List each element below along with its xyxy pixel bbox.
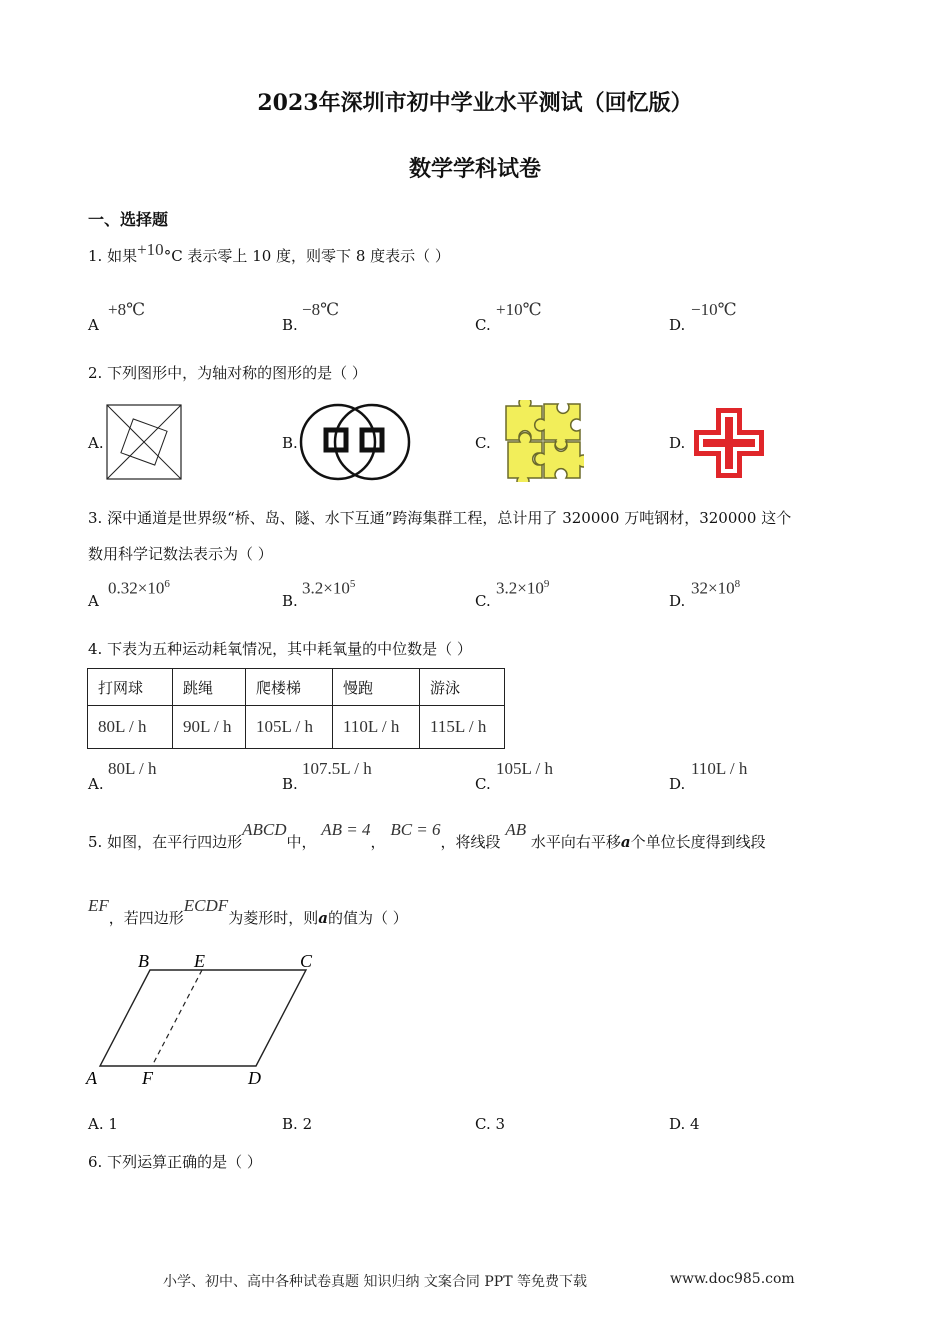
table-value-row — [88, 706, 505, 749]
q4-option-c-label: C. — [475, 775, 491, 793]
q4-option-a-value: 80L / h — [108, 759, 157, 778]
q3-option-d-value: $32\times 10^8$ — [691, 578, 741, 598]
q1-option-d-value: −10℃ — [691, 300, 737, 319]
q3-option-b-label: B. — [282, 592, 298, 610]
question-3-line1: 3. 深中通道是世界级“桥、岛、隧、水下互通”跨海集群工程，总计用了 320000 万吨钢材，320000 这个 — [88, 509, 792, 527]
q3-option-d-label: D. — [669, 592, 686, 610]
q2-option-c-label: C. — [475, 434, 491, 452]
coins-icon — [298, 402, 412, 482]
q4-option-d-label: D. — [669, 775, 686, 793]
question-5-line1: 5. 如图，在平行四边形ABCD中， AB = 4， BC = 6，将线段 AB 水平向右平移a个单位长度得到线段 — [88, 820, 766, 851]
oxygen-table — [87, 668, 505, 749]
table-header-cell: 爬楼梯 — [246, 669, 333, 706]
footer-text: 小学、初中、高中各种试卷真题 知识归纳 文案合同 PPT 等免费下载 — [163, 1274, 587, 1290]
q5-option-c: C. 3 — [475, 1115, 506, 1133]
q1-option-b-label: B. — [282, 316, 298, 334]
q3-option-a-label: A — [88, 592, 99, 610]
table-header-cell: 打网球 — [88, 669, 173, 706]
label-c: C — [300, 951, 313, 971]
q5-option-d: D. 4 — [669, 1115, 700, 1133]
q3-option-c-label: C. — [475, 592, 491, 610]
table-value-cell: 80L / h — [88, 706, 173, 749]
q4-option-c-value: 105L / h — [496, 759, 553, 778]
q1-option-a-value: +8℃ — [108, 300, 146, 319]
q1-option-d-label: D. — [669, 316, 686, 334]
label-f: F — [142, 1068, 153, 1088]
q1-option-c-value: +10℃ — [496, 300, 542, 319]
red-cross-icon — [690, 404, 768, 482]
q4-option-d-value: 110L / h — [691, 759, 748, 778]
question-6-stem: 6. 下列运算正确的是（ ） — [88, 1153, 262, 1171]
question-2-stem: 2. 下列图形中，为轴对称的图形的是（ ） — [88, 364, 367, 382]
question-1-stem — [88, 240, 450, 266]
footer-url[interactable]: www.doc985.com — [670, 1271, 795, 1287]
table-value-cell: 115L / h — [420, 706, 505, 749]
table-header-cell: 游泳 — [420, 669, 505, 706]
page-title: 2023年深圳市初中学业水平测试（回忆版） — [257, 90, 693, 116]
table-value-cell: 105L / h — [246, 706, 333, 749]
table-value-cell: 110L / h — [333, 706, 420, 749]
q2-option-d-label: D. — [669, 434, 686, 452]
pinwheel-square-icon — [106, 404, 182, 480]
segment-ef — [152, 970, 202, 1066]
table-value-cell: 90L / h — [173, 706, 246, 749]
question-1-math: +10 — [137, 240, 164, 259]
parallelogram-abcd — [100, 970, 306, 1066]
q1-option-c-label: C. — [475, 316, 491, 334]
q1-option-b-value: −8℃ — [302, 300, 340, 319]
q4-option-b-value: 107.5L / h — [302, 759, 372, 778]
question-1-suffix: °C 表示零上 10 度，则零下 8 度表示（ ） — [163, 247, 450, 265]
q5-option-b: B. 2 — [282, 1115, 313, 1133]
q2-option-a-label: A. — [88, 434, 104, 452]
question-1-prefix: 1. 如果 — [88, 247, 138, 265]
q4-option-b-label: B. — [282, 775, 298, 793]
q3-option-c-value: $3.2\times 10^9$ — [496, 578, 550, 598]
page-subtitle: 数学学科试卷 — [408, 156, 541, 182]
question-5-line2: EF，若四边形ECDF为菱形时，则a的值为（ ） — [88, 896, 408, 927]
q4-option-a-label: A. — [88, 775, 104, 793]
q5-option-a: A. 1 — [88, 1115, 118, 1133]
parallelogram-figure — [82, 948, 322, 1090]
q3-option-b-value: $3.2\times 10^5$ — [302, 578, 356, 598]
q1-option-a-label: A — [88, 316, 99, 334]
section-heading: 一、选择题 — [88, 210, 169, 229]
table-header-row — [88, 669, 505, 706]
question-4-stem: 4. 下表为五种运动耗氧情况，其中耗氧量的中位数是（ ） — [88, 640, 472, 658]
table-header-cell: 跳绳 — [173, 669, 246, 706]
table-header-cell: 慢跑 — [333, 669, 420, 706]
label-b: B — [138, 951, 149, 971]
label-d: D — [248, 1068, 261, 1088]
q2-option-b-label: B. — [282, 434, 298, 452]
label-e: E — [194, 951, 205, 971]
label-a: A — [86, 1068, 97, 1088]
question-3-line2: 数用科学记数法表示为（ ） — [88, 545, 273, 563]
q3-option-a-value: $0.32\times 10^6$ — [108, 578, 170, 598]
puzzle-icon — [502, 400, 584, 482]
